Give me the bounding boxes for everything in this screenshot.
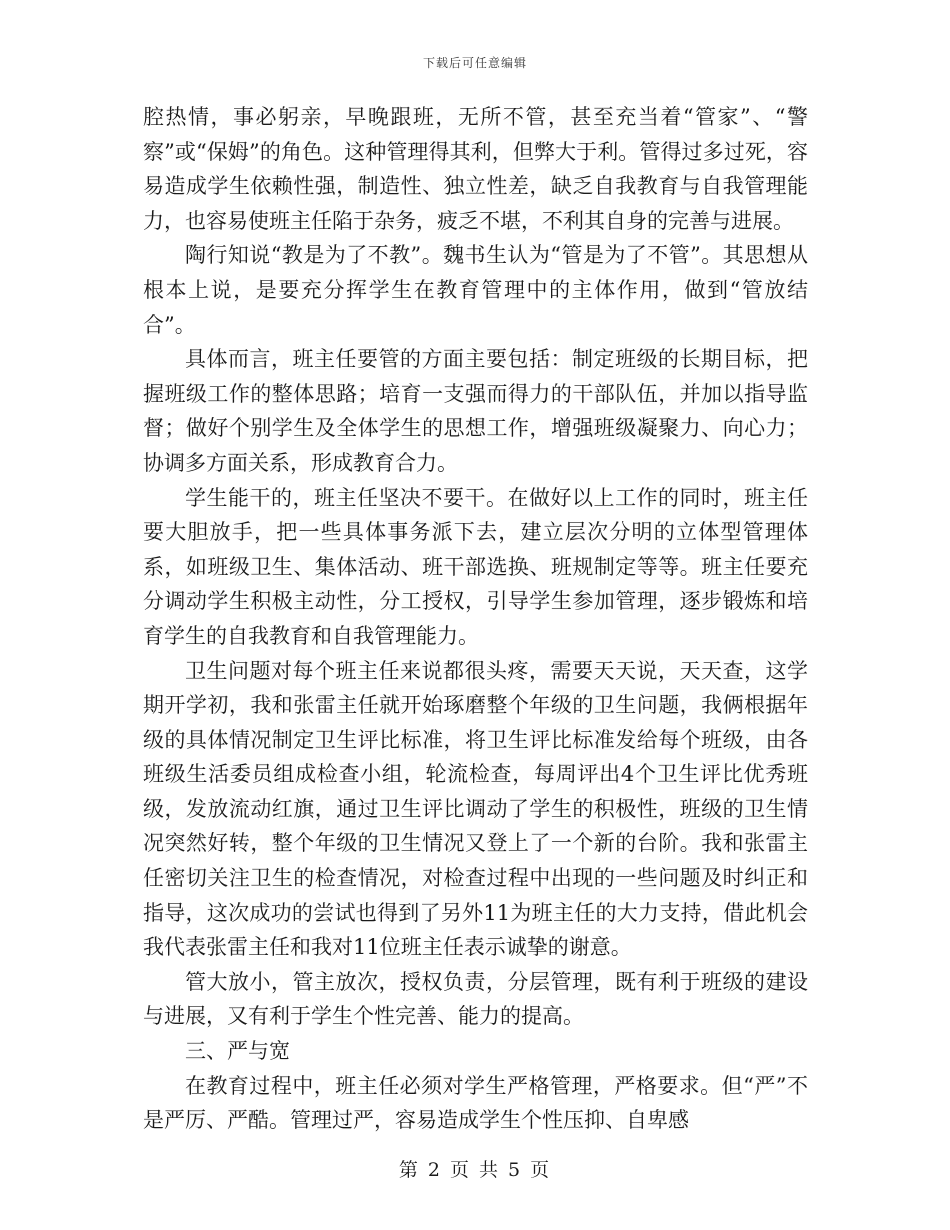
section-heading: 三、严与宽: [185, 1039, 290, 1064]
paragraph-2: 陶行知说“教是为了不教”。魏书生认为“管是为了不管”。其思想从根本上说，是要充分挥学生在教育管理中的主体作用，做到“管放结合”。: [143, 243, 808, 337]
paragraph-3: 具体而言，班主任要管的方面主要包括：制定班级的长期目标，把握班级工作的整体思路；培育一支强而得力的干部队伍，并加以指导监督；做好个别学生及全体学生的思想工作，增强班级凝聚力、向心力；协调多方面关系，形成教育合力。: [143, 347, 808, 475]
document-body: [143, 100, 808, 1138]
paragraph-4: 学生能干的，班主任坚决不要干。在做好以上工作的同时，班主任要大胆放手，把一些具体事务派下去，建立层次分明的立体型管理体系，如班级卫生、集体活动、班干部选换、班规制定等等。班主任要充分调动学生积极主动性，分工授权，引导学生参加管理，逐步锻炼和培育学生的自我教育和自我管理能力。: [143, 485, 808, 648]
paragraph-6: 管大放小，管主放次，授权负责，分层管理，既有利于班级的建设与进展，又有利于学生个性完善、能力的提高。: [143, 969, 808, 1029]
page-header: 下载后可任意编辑: [422, 56, 527, 70]
paragraph-7: 在教育过程中，班主任必须对学生严格管理，严格要求。但“严”不是严厉、严酷。管理过严，容易造成学生个性压抑、自卑感: [143, 1073, 808, 1133]
paragraph-1: 腔热情，事必躬亲，早晚跟班，无所不管，甚至充当着“管家”、“警察”或“保姆”的角色。这种管理得其利，但弊大于利。管得过多过死，容易造成学生依赖性强，制造性、独立性差，缺乏自我教育与自我管理能力，也容易使班主任陷于杂务，疲乏不堪，不利其自身的完善与进展。: [143, 105, 808, 233]
paragraph-5: 卫生问题对每个班主任来说都很头疼，需要天天说，天天查，这学期开学初，我和张雷主任就开始琢磨整个年级的卫生问题，我俩根据年级的具体情况制定卫生评比标准，将卫生评比标准发给每个班级，由各班级生活委员组成检查小组，轮流检查，每周评出4个卫生评比优秀班级，发放流动红旗，通过卫生评比调动了学生的积极性，班级的卫生情况突然好转，整个年级的卫生情况又登上了一个新的台阶。我和张雷主任密切关注卫生的检查情况，对检查过程中出现的一些问题及时纠正和指导，这次成功的尝试也得到了另外11为班主任的大力支持，借此机会我代表张雷主任和我对11位班主任表示诚挚的谢意。: [143, 658, 808, 960]
page-number: 第 2 页 共 5 页: [398, 1159, 552, 1181]
